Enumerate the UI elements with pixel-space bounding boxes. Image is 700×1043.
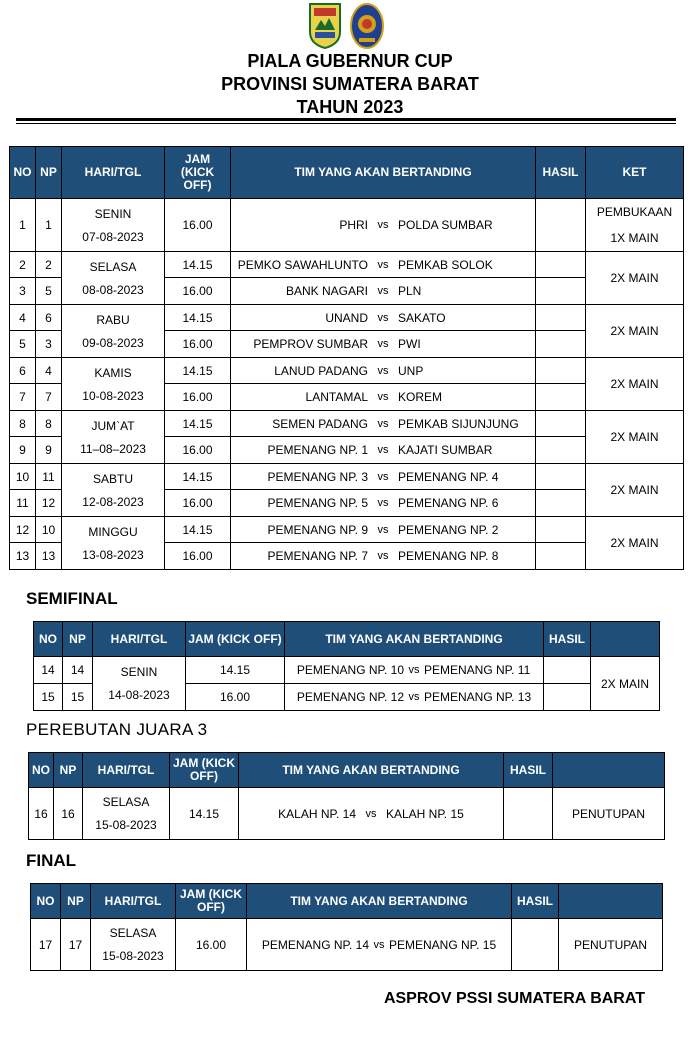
vs-label: vs [377, 523, 389, 536]
match-time: 14.15 [165, 252, 231, 278]
header-no: NO [31, 884, 61, 919]
match-time: 14.15 [170, 788, 239, 840]
match-time: 16.00 [176, 919, 247, 971]
header-time: JAM (KICK OFF) [165, 147, 231, 199]
table-header-row [29, 753, 665, 788]
away-team: KALAH NP. 15 [386, 806, 464, 821]
match-teams [231, 331, 536, 358]
table-row [29, 788, 665, 840]
match-day-cell [83, 788, 170, 840]
match-np: 2 [36, 252, 62, 278]
pssi-emblem-icon [349, 2, 385, 50]
match-result [536, 543, 586, 570]
section-title-third-place: PEREBUTAN JUARA 3 [26, 720, 208, 739]
match-np: 6 [36, 305, 62, 331]
match-time: 16.00 [165, 278, 231, 305]
match-teams [231, 278, 536, 305]
header-teams: TIM YANG AKAN BERTANDING [231, 147, 536, 199]
vs-label: vs [377, 285, 389, 297]
match-date: 09-08-2023 [82, 335, 144, 350]
table-header-row [34, 622, 660, 657]
table-row [10, 411, 684, 437]
vs-label: vs [377, 550, 389, 562]
vs-label: vs [408, 664, 420, 676]
vs-label: vs [377, 417, 389, 430]
match-time: 14.15 [165, 305, 231, 331]
match-result [536, 331, 586, 358]
match-no: 5 [10, 331, 36, 358]
match-np: 9 [36, 437, 62, 464]
match-teams [231, 358, 536, 384]
match-time: 16.00 [186, 684, 285, 711]
match-time: 14.15 [165, 358, 231, 384]
home-team: SEMEN PADANG [272, 416, 368, 431]
match-time: 14.15 [186, 657, 285, 684]
header-no: NO [34, 622, 63, 657]
match-teams [231, 543, 536, 570]
match-time: 14.15 [165, 517, 231, 543]
match-no: 11 [10, 490, 36, 517]
match-note: 2X MAIN [586, 464, 684, 517]
home-team: PEMENANG NP. 7 [267, 549, 368, 563]
match-teams [231, 305, 536, 331]
match-date: 12-08-2023 [82, 494, 144, 509]
home-team: PEMENANG NP. 10 [296, 663, 404, 677]
home-team: PEMENANG NP. 14 [261, 937, 369, 952]
match-day: JUM`AT [91, 418, 135, 433]
match-day: SENIN [94, 206, 132, 221]
table-row [10, 464, 684, 490]
match-teams [247, 919, 512, 971]
away-team: KOREM [398, 390, 443, 404]
away-team: PEMENANG NP. 6 [398, 496, 499, 510]
match-np: 16 [54, 788, 83, 840]
match-time: 14.15 [165, 411, 231, 437]
match-np: 14 [63, 657, 93, 684]
match-note: 2X MAIN [586, 517, 684, 570]
match-no: 6 [10, 358, 36, 384]
match-date: 08-08-2023 [82, 282, 144, 297]
header-result: HASIL [504, 753, 553, 788]
vs-label: vs [377, 219, 389, 231]
match-day: RABU [96, 312, 130, 327]
match-day: SENIN [120, 665, 158, 679]
match-teams [231, 517, 536, 543]
home-team: PEMENANG NP. 1 [267, 443, 368, 457]
match-time: 16.00 [165, 437, 231, 464]
province-emblem-icon [307, 2, 343, 50]
match-date: 10-08-2023 [82, 388, 144, 403]
home-team: LANUD PADANG [274, 363, 368, 378]
away-team: PEMKAB SIJUNJUNG [398, 416, 519, 431]
away-team: PEMENANG NP. 13 [424, 690, 532, 704]
title-line-1: PIALA GUBERNUR CUP [247, 51, 453, 71]
match-result [536, 305, 586, 331]
vs-label: vs [377, 338, 389, 350]
match-date: 15-08-2023 [95, 818, 157, 832]
match-np: 10 [36, 517, 62, 543]
vs-label: vs [408, 691, 420, 703]
match-time: 14.15 [165, 464, 231, 490]
match-result [536, 411, 586, 437]
group-stage-table [9, 146, 684, 570]
match-note: 2X MAIN [586, 305, 684, 358]
home-team: KALAH NP. 14 [278, 806, 356, 821]
footer-organizer: ASPROV PSSI SUMATERA BARAT [383, 990, 645, 1007]
match-np: 11 [36, 464, 62, 490]
match-day-cell [62, 305, 165, 358]
vs-label: vs [377, 444, 389, 456]
match-no: 17 [31, 919, 61, 971]
match-teams [231, 464, 536, 490]
home-team: PEMENANG NP. 9 [267, 522, 368, 537]
away-team: PEMKAB SOLOK [398, 257, 493, 272]
vs-label: vs [377, 258, 389, 271]
match-no: 12 [10, 517, 36, 543]
match-day-cell [62, 517, 165, 570]
match-result [544, 657, 591, 684]
match-np: 1 [36, 199, 62, 252]
match-no: 10 [10, 464, 36, 490]
match-teams [239, 788, 504, 840]
table-row [10, 517, 684, 543]
table-header-row [10, 147, 684, 199]
away-team: UNP [398, 363, 424, 378]
match-day-cell [91, 919, 176, 971]
away-team: KAJATI SUMBAR [398, 443, 493, 457]
match-np: 12 [36, 490, 62, 517]
vs-label: vs [365, 807, 377, 820]
header-note [559, 884, 663, 919]
match-result [536, 464, 586, 490]
home-team: PEMENANG NP. 3 [267, 469, 368, 484]
header-result: HASIL [544, 622, 591, 657]
header-no: NO [29, 753, 54, 788]
header-time: JAM (KICK OFF) [186, 622, 285, 657]
match-day-cell [93, 657, 186, 711]
match-note: 2X MAIN [586, 358, 684, 411]
home-team: PEMENANG NP. 5 [267, 496, 368, 510]
header-note: KET [586, 147, 684, 199]
match-no: 2 [10, 252, 36, 278]
header-date: HARI/TGL [93, 622, 186, 657]
home-team: BANK NAGARI [285, 284, 368, 298]
vs-label: vs [377, 364, 389, 377]
match-note: 2X MAIN [586, 252, 684, 305]
match-result [536, 252, 586, 278]
match-time: 16.00 [165, 199, 231, 252]
match-time: 16.00 [165, 543, 231, 570]
header-np: NP [63, 622, 93, 657]
match-result [536, 278, 586, 305]
match-teams [285, 657, 544, 684]
match-note: 2X MAIN [591, 657, 660, 711]
match-teams [231, 490, 536, 517]
title-divider [16, 118, 676, 121]
header-result: HASIL [512, 884, 559, 919]
match-np: 17 [61, 919, 91, 971]
match-day: SELASA [109, 926, 157, 940]
match-date: 15-08-2023 [102, 949, 164, 963]
header-teams: TIM YANG AKAN BERTANDING [247, 884, 512, 919]
header-note [591, 622, 660, 657]
match-day: SELASA [102, 795, 150, 809]
table-row [34, 657, 660, 684]
semifinal-table [33, 621, 660, 711]
away-team: PEMENANG NP. 8 [398, 549, 499, 563]
match-np: 4 [36, 358, 62, 384]
away-team: POLDA SUMBAR [398, 218, 493, 232]
match-day: KAMIS [94, 365, 132, 380]
header-np: NP [61, 884, 91, 919]
match-date: 13-08-2023 [82, 547, 144, 562]
header-note [553, 753, 665, 788]
table-header-row [31, 884, 663, 919]
third-place-table [28, 752, 665, 840]
header-date: HARI/TGL [91, 884, 176, 919]
match-teams [231, 411, 536, 437]
table-row [10, 199, 684, 252]
match-time: 16.00 [165, 331, 231, 358]
away-team: PLN [398, 284, 422, 298]
match-result [536, 358, 586, 384]
table-row [10, 305, 684, 331]
home-team: PEMENANG NP. 12 [296, 690, 404, 704]
away-team: SAKATO [398, 310, 446, 325]
match-result [536, 384, 586, 411]
table-row [10, 358, 684, 384]
table-row [31, 919, 663, 971]
match-np: 3 [36, 331, 62, 358]
match-note: PEMBUKAAN 1X MAIN [586, 199, 684, 252]
match-day: SELASA [89, 259, 137, 274]
match-np: 13 [36, 543, 62, 570]
logos [307, 2, 387, 52]
match-teams [231, 384, 536, 411]
match-np: 8 [36, 411, 62, 437]
match-note: PENUTUPAN [559, 919, 663, 971]
title-line-2: PROVINSI SUMATERA BARAT [221, 74, 479, 94]
match-time: 16.00 [165, 490, 231, 517]
match-no: 4 [10, 305, 36, 331]
away-team: PEMENANG NP. 2 [398, 522, 499, 537]
match-no: 15 [34, 684, 63, 711]
header-date: HARI/TGL [83, 753, 170, 788]
match-note: PENUTUPAN [553, 788, 665, 840]
match-day-cell [62, 358, 165, 411]
header-time: JAM (KICK OFF) [170, 753, 239, 788]
match-date: 11–08–2023 [80, 441, 146, 456]
match-no: 13 [10, 543, 36, 570]
match-no: 7 [10, 384, 36, 411]
match-teams [285, 684, 544, 711]
home-team: UNAND [325, 310, 368, 325]
match-np: 7 [36, 384, 62, 411]
title-line-3: TAHUN 2023 [296, 97, 404, 117]
header-np: NP [54, 753, 83, 788]
match-no: 9 [10, 437, 36, 464]
away-team: PEMENANG NP. 4 [398, 469, 499, 484]
match-teams [231, 199, 536, 252]
match-day-cell [62, 199, 165, 252]
match-result [504, 788, 553, 840]
match-np: 5 [36, 278, 62, 305]
match-day-cell [62, 252, 165, 305]
match-day: MINGGU [88, 524, 138, 539]
away-team: PEMENANG NP. 11 [424, 663, 531, 677]
header-np: NP [36, 147, 62, 199]
match-no: 3 [10, 278, 36, 305]
final-table [30, 883, 663, 971]
header-time: JAM (KICK OFF) [176, 884, 247, 919]
match-result [536, 490, 586, 517]
match-result [536, 517, 586, 543]
match-result [544, 684, 591, 711]
match-day: SABTU [92, 471, 133, 486]
away-team: PWI [398, 337, 421, 351]
match-result [536, 437, 586, 464]
header-teams: TIM YANG AKAN BERTANDING [239, 753, 504, 788]
header-result: HASIL [536, 147, 586, 199]
match-teams [231, 437, 536, 464]
vs-label: vs [377, 470, 389, 483]
match-no: 1 [10, 199, 36, 252]
match-date: 07-08-2023 [82, 229, 144, 244]
home-team: LANTAMAL [305, 390, 368, 404]
match-result [512, 919, 559, 971]
vs-label: vs [373, 938, 385, 951]
match-teams [231, 252, 536, 278]
match-day-cell [62, 411, 165, 464]
table-row [10, 252, 684, 278]
match-no: 14 [34, 657, 63, 684]
header-teams: TIM YANG AKAN BERTANDING [285, 622, 544, 657]
match-no: 8 [10, 411, 36, 437]
header-no: NO [10, 147, 36, 199]
vs-label: vs [377, 497, 389, 509]
title-divider-thin [16, 123, 676, 124]
section-title-final: FINAL [26, 851, 77, 870]
vs-label: vs [377, 311, 389, 324]
section-title-semifinal: SEMIFINAL [26, 589, 118, 608]
match-no: 16 [29, 788, 54, 840]
match-result [536, 199, 586, 252]
match-date: 14-08-2023 [108, 688, 170, 702]
home-team: PEMPROV SUMBAR [253, 337, 368, 351]
match-note: 2X MAIN [586, 411, 684, 464]
home-team: PEMKO SAWAHLUNTO [237, 257, 368, 272]
match-np: 15 [63, 684, 93, 711]
match-day-cell [62, 464, 165, 517]
match-time: 16.00 [165, 384, 231, 411]
vs-label: vs [377, 391, 389, 403]
header-date: HARI/TGL [62, 147, 165, 199]
away-team: PEMENANG NP. 15 [389, 937, 497, 952]
home-team: PHRI [339, 218, 368, 232]
